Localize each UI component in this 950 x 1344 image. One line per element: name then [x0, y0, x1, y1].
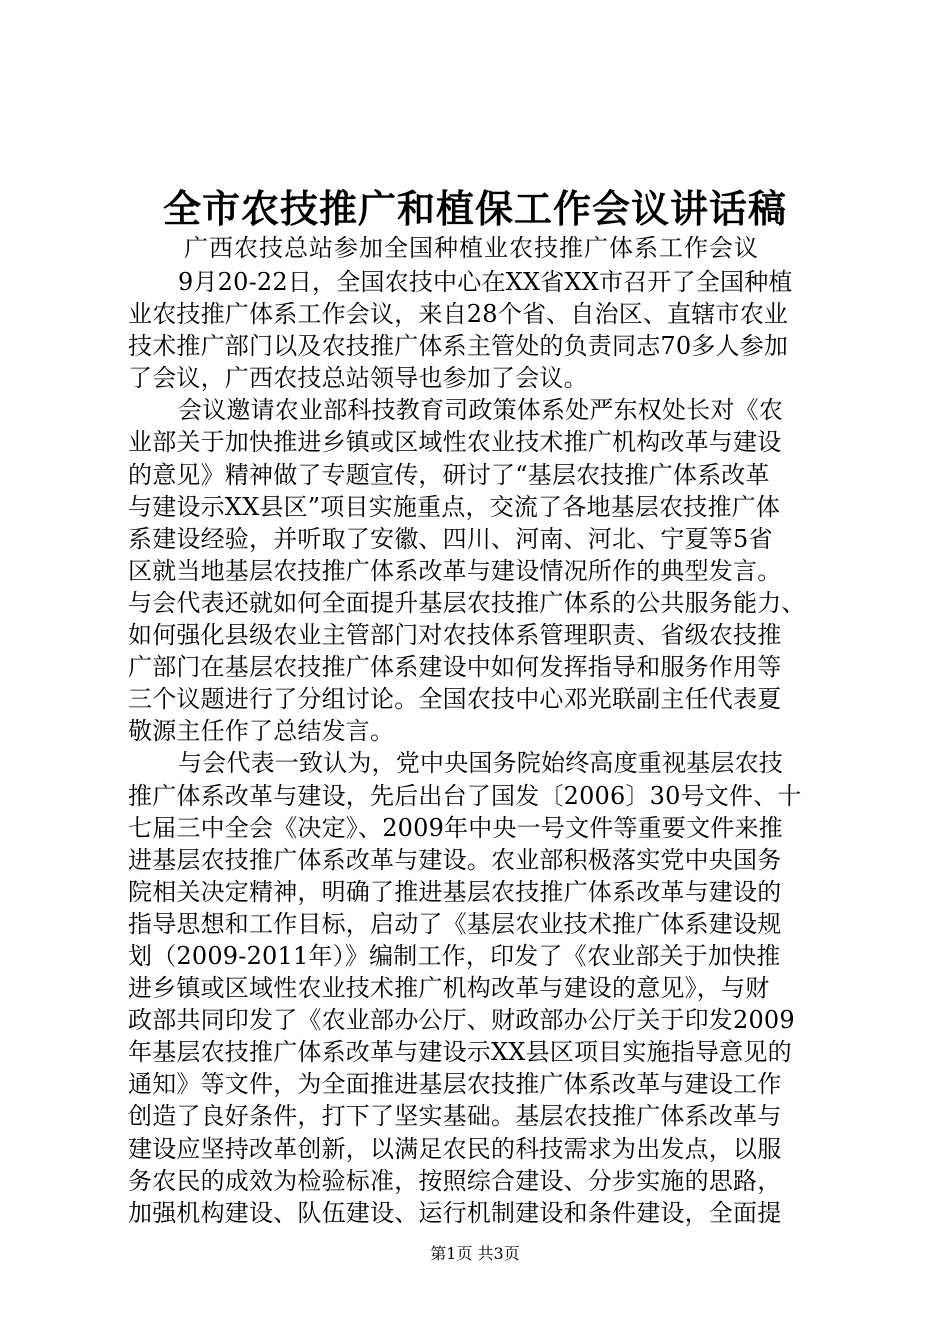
text-line: 七届三中全会《决定》、2009年中央一号文件等重要文件来推: [128, 813, 783, 842]
text-line: 指导思想和工作目标，启动了《基层农业技术推广体系建设规: [128, 909, 782, 938]
text-line: 进乡镇或区域性农业技术推广机构改革与建设的意见》，与财: [128, 974, 770, 1003]
text-line: 区就当地基层农技推广体系改革与建设情况所作的典型发言。: [128, 556, 782, 585]
text-line: 业部关于加快推进乡镇或区域性农业技术推广机构改革与建设: [128, 428, 782, 457]
text-line: 广部门在基层农技推广体系建设中如何发挥指导和服务作用等: [128, 653, 782, 682]
text-line: 的意见》精神做了专题宣传，研讨了“基层农技推广体系改革: [128, 460, 770, 489]
text-line: 政部共同印发了《农业部办公厅、财政部办公厅关于印发2009: [128, 1006, 795, 1035]
text-line: 务农民的成效为检验标准，按照综合建设、分步实施的思路，: [128, 1166, 782, 1195]
text-line: 年基层农技推广体系改革与建设示XX县区项目实施指导意见的: [128, 1038, 792, 1067]
text-line: 系建设经验，并听取了安徽、四川、河南、河北、宁夏等5省: [128, 524, 773, 553]
text-line: 与会代表一致认为，党中央国务院始终高度重视基层农技: [178, 749, 783, 778]
text-line: 如何强化县级农业主管部门对农技体系管理职责、省级农技推: [128, 621, 782, 650]
text-line: 划（2009-2011年）》编制工作，印发了《农业部关于加快推: [128, 941, 781, 970]
text-line: 创造了良好条件，打下了坚实基础。基层农技推广体系改革与: [128, 1102, 782, 1131]
document-title: 全市农技推广和植保工作会议讲话稿: [162, 186, 787, 231]
text-line: 与建设示XX县区”项目实施重点，交流了各地基层农技推广体: [128, 492, 781, 521]
text-line: 进基层农技推广体系改革与建设。农业部积极落实党中央国务: [128, 845, 782, 874]
page-number-footer: 第1页 共3页: [430, 1244, 520, 1263]
text-line: 通知》等文件，为全面推进基层农技推广体系改革与建设工作: [128, 1070, 782, 1099]
text-line: 建设应坚持改革创新，以满足农民的科技需求为出发点，以服: [128, 1134, 782, 1163]
text-line: 三个议题进行了分组讨论。全国农技中心邓光联副主任代表夏: [128, 685, 782, 714]
text-line: 技术推广部门以及农技推广体系主管处的负责同志70多人参加: [128, 332, 789, 361]
text-line: 院相关决定精神，明确了推进基层农技推广体系改革与建设的: [128, 877, 782, 906]
text-line: 会议邀请农业部科技教育司政策体系处严东权处长对《农: [178, 396, 783, 425]
text-line: 业农技推广体系工作会议，来自28个省、自治区、直辖市农业: [128, 300, 789, 329]
text-line: 加强机构建设、队伍建设、运行机制建设和条件建设，全面提: [128, 1198, 782, 1227]
document-body: [128, 266, 832, 1229]
text-line: 推广体系改革与建设，先后出台了国发〔2006〕30号文件、十: [128, 781, 802, 810]
text-line: 9月20-22日，全国农技中心在XX省XX市召开了全国种植: [178, 268, 793, 296]
document-subtitle: 广西农技总站参加全国种植业农技推广体系工作会议: [184, 234, 759, 262]
text-line: 了会议，广西农技总站领导也参加了会议。: [128, 364, 588, 393]
text-line: 敬源主任作了总结发言。: [128, 717, 395, 746]
text-line: 与会代表还就如何全面提升基层农技推广体系的公共服务能力、: [128, 588, 806, 617]
